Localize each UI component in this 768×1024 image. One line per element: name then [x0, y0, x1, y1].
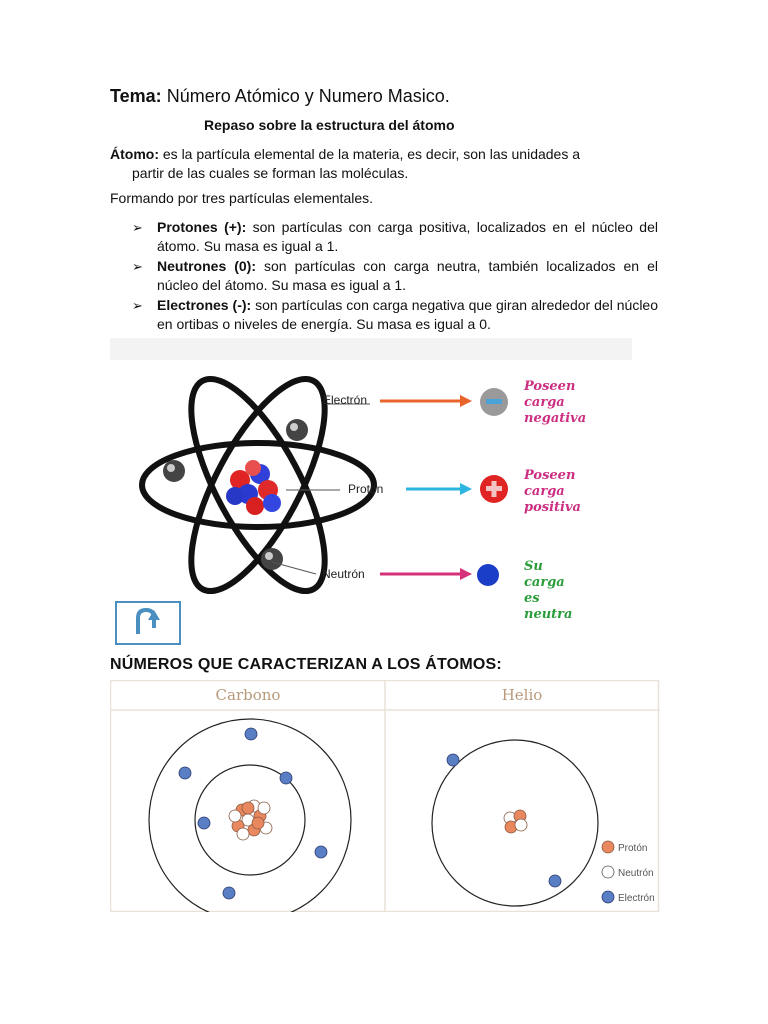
proton-note-2: carga [524, 484, 565, 499]
electron-label: Electrón [323, 393, 368, 407]
neutron-note-4: neutra [524, 607, 573, 622]
atomo-term: Átomo: [110, 146, 159, 162]
negative-charge-icon [480, 388, 508, 416]
electrones-text: son partículas con carga negativa que giran alrededor del núcleo en ortibas o niveles de energía. Su masa es igual a 0. [157, 297, 659, 332]
neutron-note-2: carga [524, 575, 565, 590]
electrones-term: Electrones (-): [157, 297, 252, 313]
section-title: NÚMEROS QUE CARACTERIZAN A LOS ÁTOMOS: [110, 656, 502, 673]
atomo-text-line1: es la partícula elemental de la materia, es decir, son las unidades a [162, 146, 581, 162]
atomo-definition [110, 145, 658, 183]
legend-neutron: Neutrón [618, 868, 654, 879]
helio-label: Helio [501, 686, 543, 704]
legend-proton: Protón [618, 843, 648, 854]
legend-electron: Electrón [618, 893, 655, 904]
formando-text: Formando por tres partículas elementales. [110, 190, 374, 206]
atom-diagram [110, 338, 632, 654]
electron-note-3: negativa [524, 411, 587, 426]
electron-legend-icon [602, 891, 614, 903]
neutrones-text: son partículas con carga neutra, también localizados en el núcleo del átomo. Su masa es igual a 1. [157, 258, 658, 293]
tema-text: Número Atómico y Numero Masico. [166, 86, 450, 106]
neutral-charge-icon [477, 564, 499, 586]
list-item-electrones [132, 296, 658, 334]
positive-charge-icon [480, 475, 508, 503]
subtitle: Repaso sobre la estructura del átomo [204, 117, 455, 133]
proton-note-3: positiva [524, 500, 581, 515]
proton-label: Protón [348, 482, 384, 496]
neutron-label: Neutrón [322, 567, 365, 581]
electron-note-1: Poseen [524, 379, 576, 394]
proton-note-1: Poseen [524, 468, 576, 483]
neutron-note-3: es [524, 591, 540, 606]
protones-term: Protones (+): [157, 219, 247, 235]
arrow-bullet-icon: ➢ [132, 259, 143, 274]
carbon-helium-diagram [110, 680, 660, 912]
list-item-neutrones [132, 257, 658, 295]
return-arrow-icon [116, 602, 180, 644]
list-item-protones [132, 218, 658, 256]
proton-legend-icon [602, 841, 614, 853]
electron-note-2: carga [524, 395, 565, 410]
protones-text: son partículas con carga positiva, localizados en el núcleo del átomo. Su masa es igual a 1. [157, 219, 658, 254]
legend [602, 841, 655, 904]
atomo-text-line2: partir de las cuales se forman las moléculas. [132, 165, 409, 181]
page-title [110, 86, 450, 107]
arrow-bullet-icon: ➢ [132, 298, 143, 313]
arrow-bullet-icon: ➢ [132, 220, 143, 235]
neutrones-term: Neutrones (0): [157, 258, 257, 274]
neutron-legend-icon [602, 866, 614, 878]
carbono-label: Carbono [215, 686, 281, 704]
tema-label: Tema: [110, 86, 162, 106]
neutron-note-1: Su [524, 559, 543, 574]
particle-list [132, 218, 658, 335]
